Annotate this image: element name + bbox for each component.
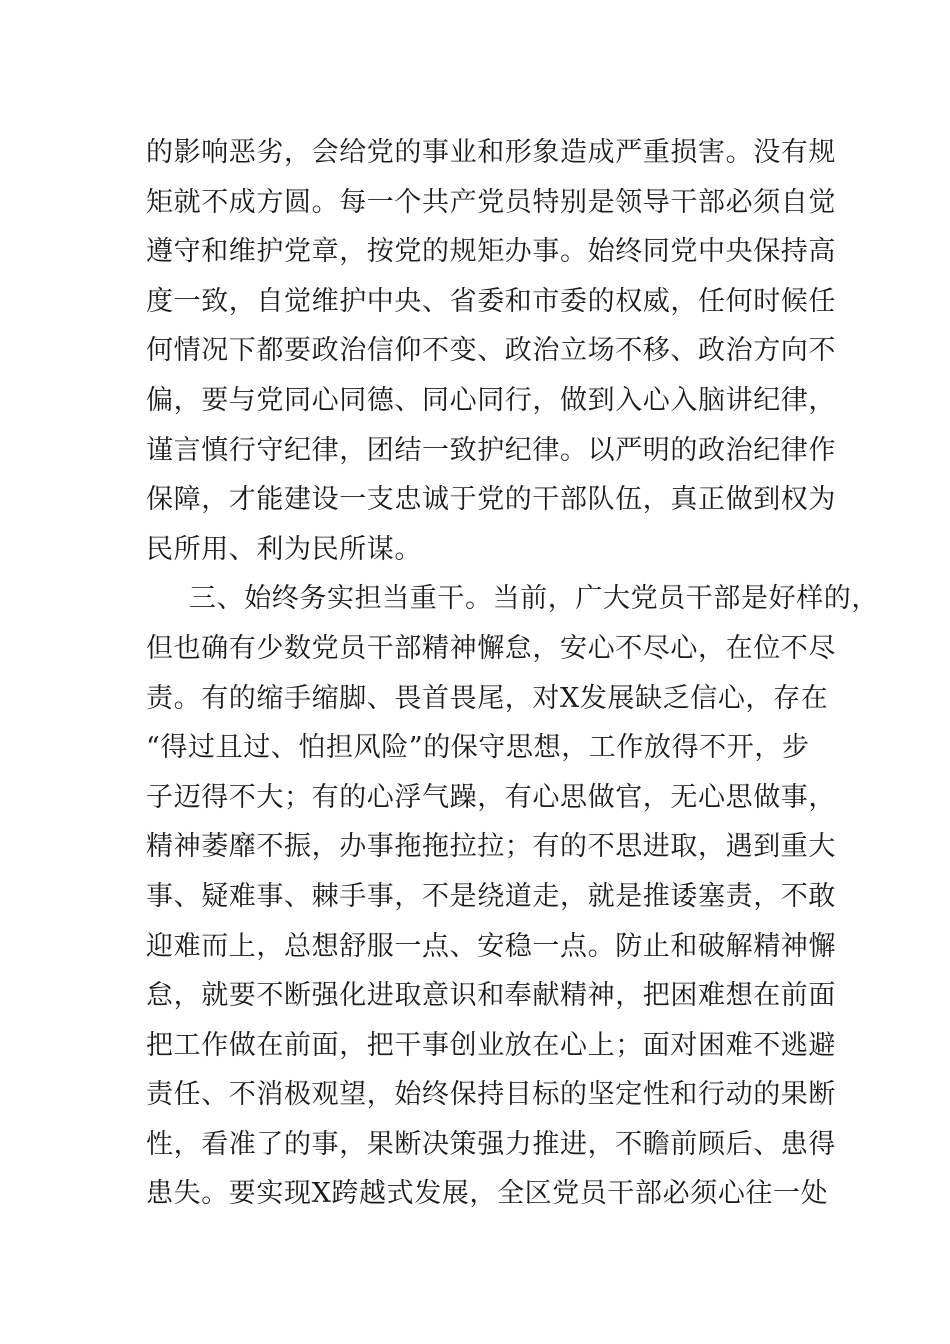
text-line: 患失。要实现X跨越式发展，全区党员干部必须心往一处 (146, 1178, 829, 1210)
paragraph-2 (146, 574, 879, 1219)
text-line: 矩就不成方圆。每一个共产党员特别是领导干部必须自觉 (146, 186, 836, 218)
text-line: 迎难而上，总想舒服一点、安稳一点。防止和破解精神懈 (146, 930, 836, 962)
text-line: 怠，就要不断强化进取意识和奉献精神，把困难想在前面 (146, 980, 836, 1012)
text-line: 民所用、利为民所谋。 (146, 533, 422, 565)
paragraph-1 (146, 128, 836, 574)
text-line: 的影响恶劣，会给党的事业和形象造成严重损害。没有规 (146, 137, 836, 168)
text-line: “得过且过、怕担风险”的保守思想，工作放得不开，步 (146, 732, 810, 764)
text-line: 精神萎靡不振，办事拖拖拉拉；有的不思进取，遇到重大 (146, 831, 836, 863)
text-line: 何情况下都要政治信仰不变、政治立场不移、政治方向不 (146, 335, 836, 367)
text-line: 偏，要与党同心同德、同心同行，做到入心入脑讲纪律， (146, 384, 836, 416)
body-text (146, 128, 879, 1219)
text-line: 把工作做在前面，把干事创业放在心上；面对困难不逃避 (146, 1029, 836, 1061)
text-line: 责。有的缩手缩脚、畏首畏尾，对X发展缺乏信心，存在 (146, 682, 829, 714)
text-line: 谨言慎行守纪律，团结一致护纪律。以严明的政治纪律作 (146, 434, 836, 466)
text-line: 责任、不消极观望，始终保持目标的坚定性和行动的果断 (146, 1079, 836, 1111)
text-line: 保障，才能建设一支忠诚于党的干部队伍，真正做到权为 (146, 484, 836, 516)
section-heading-line: 三、始终务实担当重干。当前，广大党员干部是好样的， (189, 583, 879, 615)
text-line: 子迈得不大；有的心浮气躁，有心思做官，无心思做事， (146, 781, 836, 813)
text-line: 度一致，自觉维护中央、省委和市委的权威，任何时候任 (146, 285, 836, 317)
text-line: 性，看准了的事，果断决策强力推进，不瞻前顾后、患得 (146, 1128, 836, 1160)
text-line: 但也确有少数党员干部精神懈怠，安心不尽心，在位不尽 (146, 632, 836, 664)
text-line: 遵守和维护党章，按党的规矩办事。始终同党中央保持高 (146, 236, 836, 268)
text-line: 事、疑难事、棘手事，不是绕道走，就是推诿塞责，不敢 (146, 880, 836, 912)
